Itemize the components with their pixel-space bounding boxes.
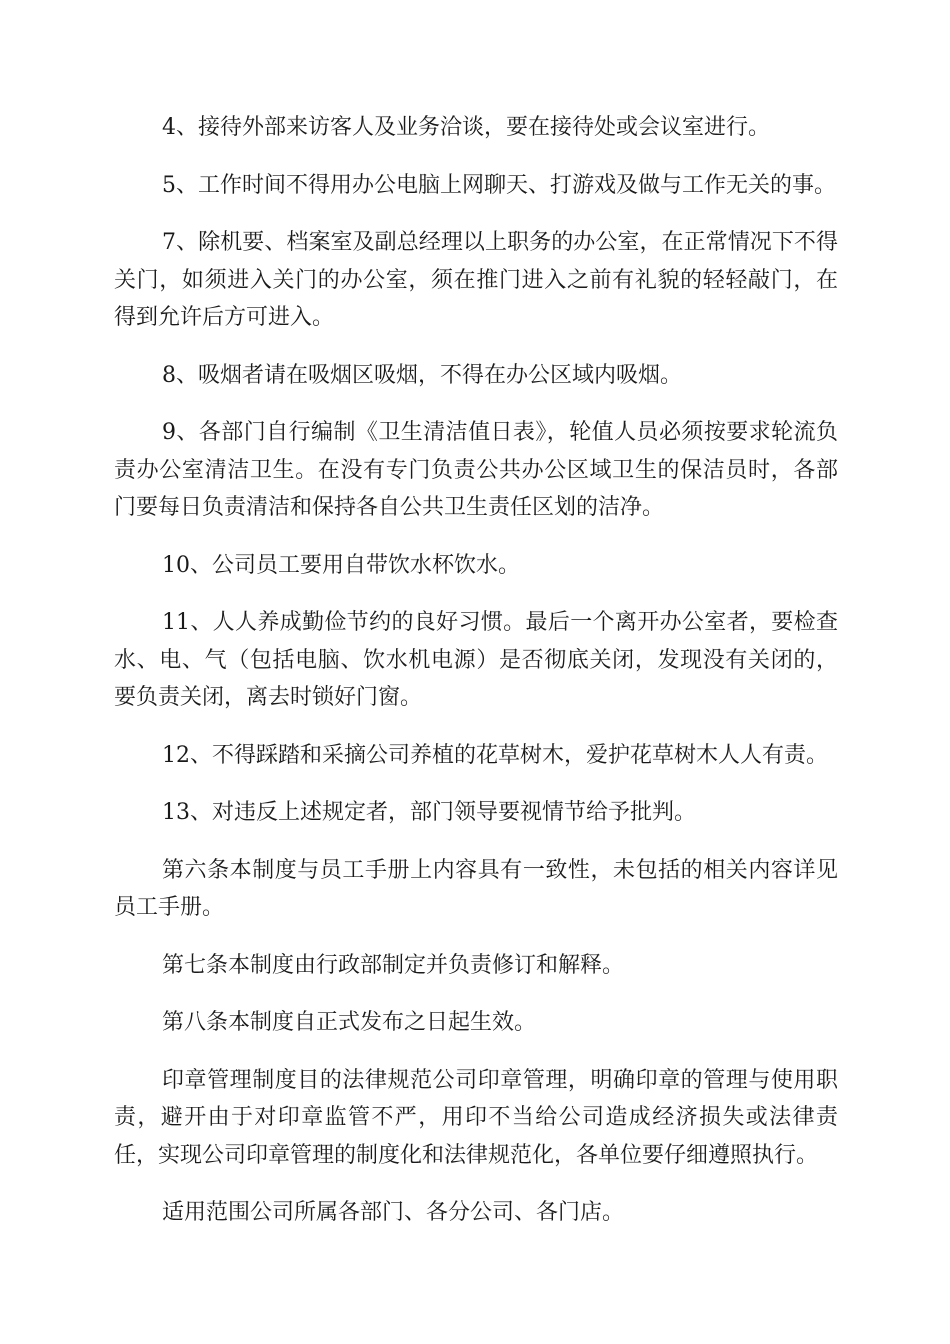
paragraph-article-6: 第六条本制度与员工手册上内容具有一致性，未包括的相关内容详见员工手册。 bbox=[114, 857, 838, 920]
paragraph-item-8: 8、吸烟者请在吸烟区吸烟，不得在办公区域内吸烟。 bbox=[162, 362, 682, 388]
paragraph-seal-purpose: 印章管理制度目的法律规范公司印章管理，明确印章的管理与使用职责，避开由于对印章监管不严，用印不当给公司造成经济损失或法律责任，实现公司印章管理的制度化和法律规范化，各单位要仔细遵照执行。 bbox=[114, 1067, 838, 1168]
paragraph-item-12: 12、不得踩踏和采摘公司养植的花草树木，爱护花草树木人人有责。 bbox=[162, 742, 828, 768]
paragraph-item-13: 13、对违反上述规定者，部门领导要视情节给予批判。 bbox=[162, 800, 696, 825]
paragraph-item-10: 10、公司员工要用自带饮水杯饮水。 bbox=[162, 552, 520, 578]
paragraph-item-11: 11、人人养成勤俭节约的良好习惯。最后一个离开办公室者，要检查水、电、气（包括电脑、饮水机电源）是否彻底关闭，发现没有关闭的，要负责关闭，离去时锁好门窗。 bbox=[114, 610, 838, 710]
document-body bbox=[114, 109, 838, 1252]
paragraph-item-7: 7、除机要、档案室及副总经理以上职务的办公室，在正常情况下不得关门，如须进入关门的办公室，须在推门进入之前有礼貌的轻轻敲门，在得到允许后方可进入。 bbox=[114, 230, 838, 330]
paragraph-article-7: 第七条本制度由行政部制定并负责修订和解释。 bbox=[162, 952, 625, 978]
paragraph-item-4: 4、接待外部来访客人及业务洽谈，要在接待处或会议室进行。 bbox=[162, 115, 770, 140]
paragraph-item-5: 5、工作时间不得用办公电脑上网聊天、打游戏及做与工作无关的事。 bbox=[162, 172, 836, 198]
paragraph-item-9: 9、各部门自行编制《卫生清洁值日表》，轮值人员必须按要求轮流负责办公室清洁卫生。在没有专门负责公共办公区域卫生的保洁员时，各部门要每日负责清洁和保持各自公共卫生责任区划的洁净。 bbox=[114, 420, 838, 520]
paragraph-scope: 适用范围公司所属各部门、各分公司、各门店。 bbox=[162, 1200, 625, 1225]
paragraph-article-8: 第八条本制度自正式发布之日起生效。 bbox=[162, 1010, 537, 1035]
